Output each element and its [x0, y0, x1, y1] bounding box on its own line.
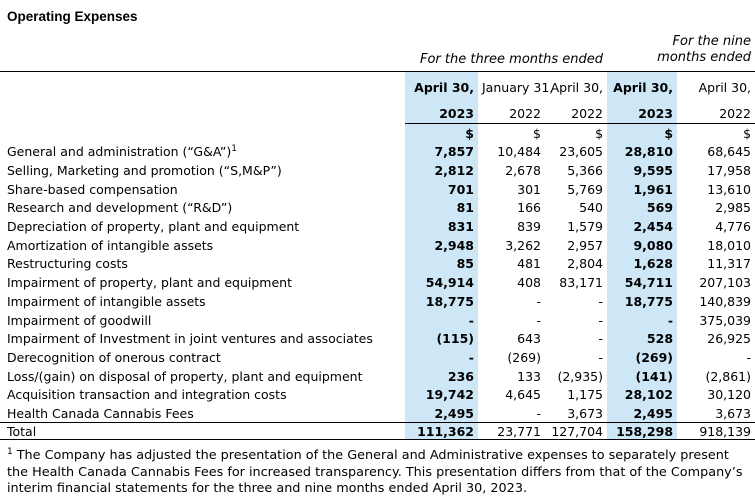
expense-value: 11,317: [707, 256, 752, 272]
expense-value: 54,914: [405, 273, 478, 292]
column-year: 2023: [405, 106, 478, 124]
expense-value: 5,769: [567, 181, 604, 197]
expense-value: 1,961: [607, 180, 677, 199]
expense-label: Impairment of property, plant and equipment: [7, 275, 292, 291]
expense-value: 236: [405, 367, 478, 386]
total-row: [0, 423, 755, 440]
expense-label: Depreciation of property, plant and equipment: [7, 219, 300, 235]
expense-value: -: [536, 293, 541, 309]
total-value: 918,139: [677, 423, 755, 440]
expense-value: 18,775: [405, 292, 478, 311]
expense-value: -: [405, 311, 478, 330]
expense-row: [0, 404, 755, 423]
expense-value: (269): [507, 349, 541, 365]
expense-value: 2,957: [567, 237, 604, 253]
expense-value: 19,742: [405, 385, 478, 404]
total-value: 111,362: [405, 423, 478, 440]
expense-row: [0, 143, 755, 162]
expense-row: [0, 180, 755, 199]
expense-row: [0, 385, 755, 404]
expense-value: 1,579: [567, 219, 604, 235]
expense-value: 3,673: [715, 405, 752, 421]
total-value: 127,704: [545, 423, 607, 440]
expense-label: Restructuring costs: [7, 256, 128, 272]
expense-value: 1,175: [567, 387, 604, 403]
expense-label: Acquisition transaction and integration costs: [7, 387, 287, 403]
expense-value: 408: [517, 275, 541, 291]
expense-value: 2,678: [505, 163, 541, 179]
expense-value: 5,366: [567, 163, 604, 179]
expense-value: 13,610: [707, 181, 752, 197]
expense-value: 85: [405, 255, 478, 274]
column-month: January 31,: [482, 80, 554, 96]
expense-value: 18,010: [707, 237, 752, 253]
expense-value: 166: [517, 200, 541, 216]
expense-value: (141): [607, 367, 677, 386]
expense-value: 1,628: [607, 255, 677, 274]
expense-label: Impairment of intangible assets: [7, 293, 206, 309]
column-year: 2022: [545, 106, 607, 124]
column-currency: $: [533, 125, 541, 141]
expense-value: -: [598, 293, 604, 309]
column-year: 2022: [478, 106, 545, 124]
column-year: 2022: [677, 106, 755, 124]
expense-value: 528: [607, 329, 677, 348]
expense-value: 4,776: [715, 219, 752, 235]
expense-value: 481: [517, 256, 541, 272]
expense-value: 28,102: [607, 385, 677, 404]
expense-value: 3,262: [505, 237, 541, 253]
expense-row: [0, 311, 755, 330]
period-nine-months-cell: [607, 24, 755, 71]
column-currency: $: [595, 125, 604, 141]
expense-row: [0, 367, 755, 386]
column-month: April 30,: [550, 80, 604, 96]
month-header-row: [0, 71, 755, 106]
expense-label: Selling, Marketing and promotion (“S,M&P”): [7, 163, 282, 179]
expense-value: -: [746, 349, 752, 365]
expense-label: Loss/(gain) on disposal of property, plant and equipment: [7, 368, 363, 384]
period-header-spacer: [0, 24, 405, 71]
period-nine-months-label: For the nine months ended: [657, 34, 752, 66]
expense-value: 2,985: [715, 200, 752, 216]
expense-row: [0, 348, 755, 367]
expense-label: Research and development (“R&D”): [7, 200, 233, 216]
expense-value: 2,804: [567, 256, 604, 272]
expense-label: Share-based compensation: [7, 181, 178, 197]
expense-value: 375,039: [699, 312, 752, 328]
expense-value: 2,812: [405, 161, 478, 180]
year-header-spacer: [0, 106, 405, 124]
footnote-superscript: 1: [7, 447, 13, 458]
currency-header-row: [0, 124, 755, 143]
expense-value: 301: [517, 181, 541, 197]
expense-row: [0, 199, 755, 218]
expense-value: 23,605: [559, 144, 604, 160]
expense-value: 9,595: [607, 161, 677, 180]
column-month: April 30,: [405, 71, 478, 106]
expense-value: 68,645: [707, 144, 752, 160]
expense-value: 9,080: [607, 236, 677, 255]
expense-value: 10,484: [497, 144, 541, 160]
expense-value: (2,935): [557, 368, 604, 384]
expense-value: 140,839: [699, 293, 752, 309]
expense-value: -: [598, 331, 604, 347]
expense-value: 28,810: [607, 143, 677, 162]
month-header-spacer: [0, 71, 405, 106]
column-currency: $: [743, 125, 752, 141]
expense-value: -: [598, 349, 604, 365]
expense-rows: [0, 143, 755, 423]
expense-value: 643: [517, 331, 541, 347]
expense-value: (2,861): [705, 368, 752, 384]
expense-value: 701: [405, 180, 478, 199]
expense-value: 569: [607, 199, 677, 218]
footnote-text: The Company has adjusted the presentation of the General and Administrative expenses to separately present the Health Canada Cannabis Fees for increased transparency. This presentation differs from that of the Company’s interim financial statements for the three and nine months ended April 30, 2023.: [7, 448, 743, 497]
expense-label: Impairment of Investment in joint ventures and associates: [7, 331, 373, 347]
expense-value: -: [607, 311, 677, 330]
expense-value: 133: [517, 368, 541, 384]
total-label: Total: [0, 423, 405, 440]
expense-row: [0, 161, 755, 180]
column-year: 2023: [607, 106, 677, 124]
expense-value: 7,857: [405, 143, 478, 162]
expense-row: [0, 273, 755, 292]
expense-label: Amortization of intangible assets: [7, 237, 214, 253]
footnote: [7, 448, 748, 498]
column-currency: $: [405, 124, 478, 143]
period-header-row: [0, 24, 755, 71]
expense-value: 81: [405, 199, 478, 218]
expense-value: 839: [517, 219, 541, 235]
expense-value: 2,495: [405, 404, 478, 423]
year-header-row: [0, 106, 755, 124]
column-month: April 30,: [698, 80, 752, 96]
expense-value: 4,645: [505, 387, 541, 403]
expense-label: Derecognition of onerous contract: [7, 349, 221, 365]
column-currency: $: [607, 124, 677, 143]
expense-value: 2,948: [405, 236, 478, 255]
expense-value: 831: [405, 217, 478, 236]
expense-row: [0, 329, 755, 348]
expense-value: 18,775: [607, 292, 677, 311]
footnote-reference: 1: [231, 144, 237, 155]
expense-label: Impairment of goodwill: [7, 312, 152, 328]
expense-value: 2,495: [607, 404, 677, 423]
expense-row: [0, 217, 755, 236]
expense-value: -: [598, 312, 604, 328]
total-value: 23,771: [478, 423, 545, 440]
expense-value: 26,925: [707, 331, 752, 347]
expense-value: (115): [405, 329, 478, 348]
expense-value: 3,673: [567, 405, 604, 421]
expense-row: [0, 292, 755, 311]
expense-row: [0, 255, 755, 274]
expense-value: -: [536, 405, 541, 421]
expense-value: 54,711: [607, 273, 677, 292]
expense-value: 17,958: [707, 163, 752, 179]
expense-value: 540: [579, 200, 604, 216]
currency-header-spacer: [0, 124, 405, 143]
expense-label: General and administration (“G&A”)$^1$: [7, 144, 237, 160]
expense-value: 30,120: [707, 387, 752, 403]
period-three-months-label: For the three months ended: [405, 24, 607, 71]
total-value: 158,298: [607, 423, 677, 440]
operating-expenses-table: [0, 24, 755, 440]
expense-value: 83,171: [559, 275, 604, 291]
expense-value: 207,103: [699, 275, 752, 291]
column-month: April 30,: [607, 71, 677, 106]
expense-row: [0, 236, 755, 255]
page-title: Operating Expenses: [7, 9, 138, 24]
expense-value: -: [536, 312, 541, 328]
expense-value: 2,454: [607, 217, 677, 236]
expense-label: Health Canada Cannabis Fees: [7, 405, 194, 421]
expense-value: (269): [607, 348, 677, 367]
expense-value: -: [405, 348, 478, 367]
